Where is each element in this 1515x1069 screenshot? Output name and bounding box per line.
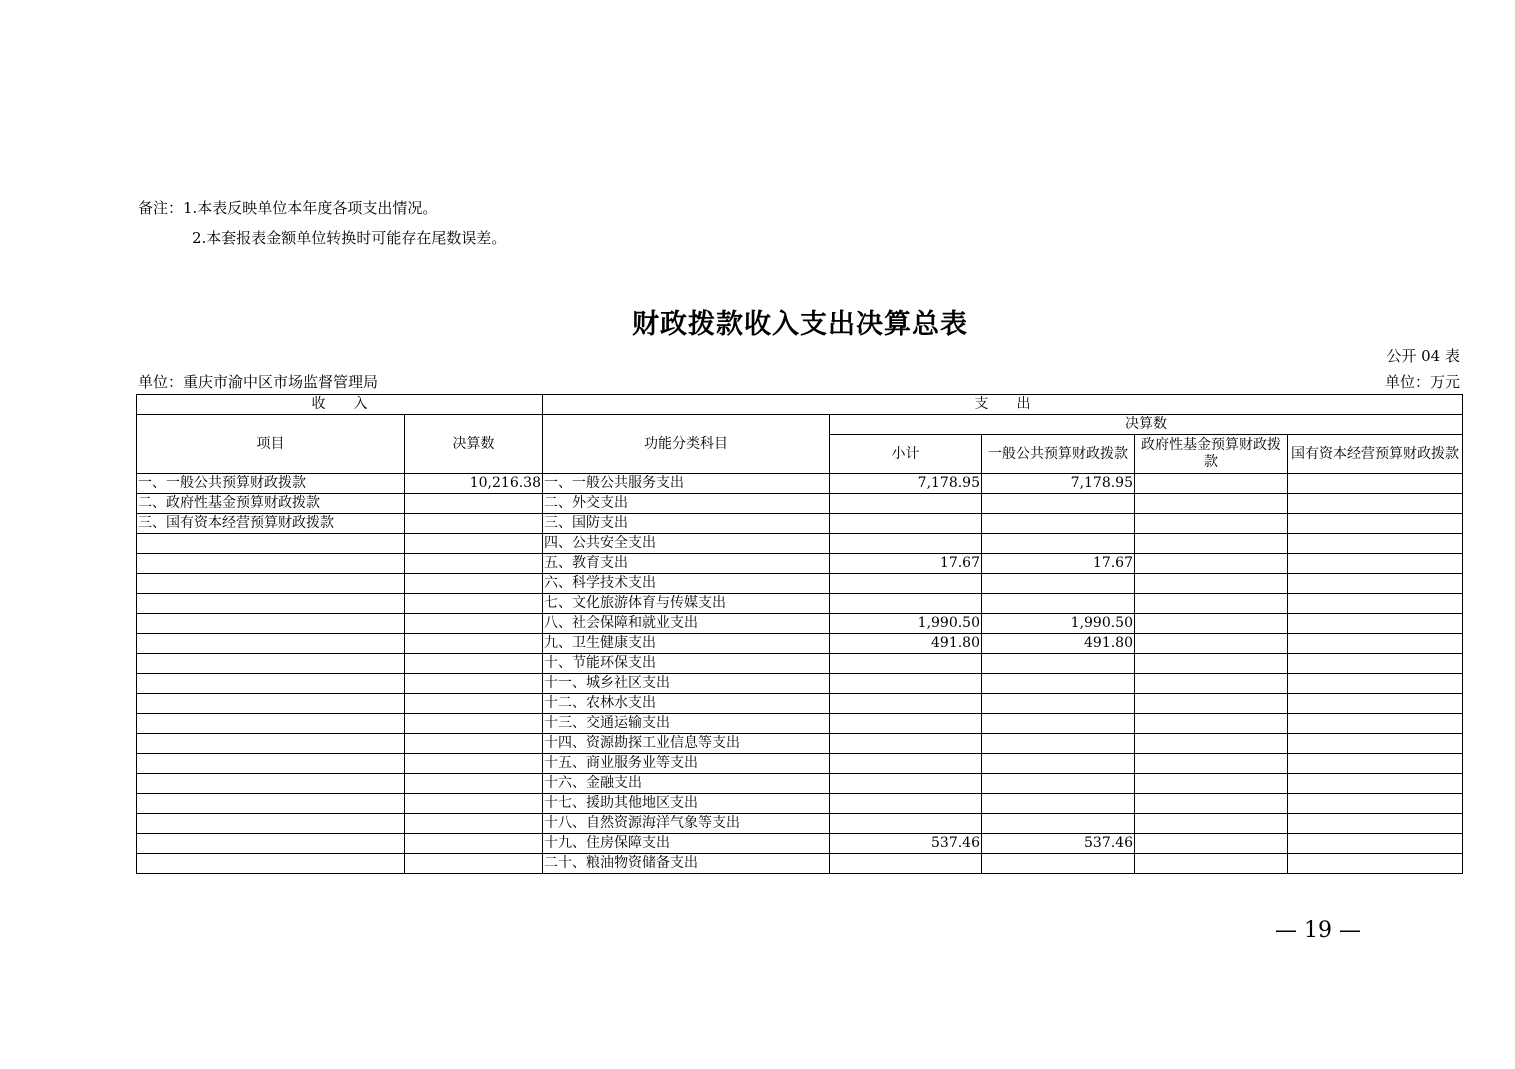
item-cell (137, 634, 405, 654)
state-cell (1288, 534, 1463, 554)
item-cell (137, 794, 405, 814)
table-row (137, 674, 1463, 694)
general-cell (982, 594, 1135, 614)
item-cell (137, 714, 405, 734)
fund-cell (1135, 594, 1288, 614)
state-cell (1288, 474, 1463, 494)
note-line-1: 备注：1.本表反映单位本年度各项支出情况。 (138, 199, 438, 217)
subtotal-cell: 1,990.50 (830, 614, 982, 634)
table-row (137, 814, 1463, 834)
table-row (137, 474, 1463, 494)
fund-cell (1135, 774, 1288, 794)
state-cell (1288, 614, 1463, 634)
fund-cell (1135, 574, 1288, 594)
amount-cell (405, 554, 543, 574)
item-cell: 一、一般公共预算财政拨款 (137, 474, 405, 494)
col-amount-header: 决算数 (405, 415, 543, 474)
state-cell (1288, 734, 1463, 754)
header-row-2 (137, 415, 1463, 435)
item-cell (137, 774, 405, 794)
fund-cell (1135, 654, 1288, 674)
func-cell: 八、社会保障和就业支出 (543, 614, 830, 634)
func-cell: 七、文化旅游体育与传媒支出 (543, 594, 830, 614)
col-state-header: 国有资本经营预算财政拨款 (1288, 435, 1463, 474)
subtotal-cell (830, 774, 982, 794)
fund-cell (1135, 494, 1288, 514)
func-cell: 十八、自然资源海洋气象等支出 (543, 814, 830, 834)
state-cell (1288, 674, 1463, 694)
amount-cell (405, 854, 543, 874)
general-cell: 7,178.95 (982, 474, 1135, 494)
amount-cell (405, 514, 543, 534)
amount-cell (405, 634, 543, 654)
func-cell: 十四、资源勘探工业信息等支出 (543, 734, 830, 754)
state-cell (1288, 834, 1463, 854)
expense-header: 支 出 (543, 395, 1463, 415)
amount-cell (405, 734, 543, 754)
func-cell: 一、一般公共服务支出 (543, 474, 830, 494)
table-row (137, 774, 1463, 794)
state-cell (1288, 714, 1463, 734)
amount-cell (405, 774, 543, 794)
subtotal-cell: 491.80 (830, 634, 982, 654)
unit-currency: 单位：万元 (1384, 373, 1460, 391)
item-cell: 二、政府性基金预算财政拨款 (137, 494, 405, 514)
subtotal-cell (830, 674, 982, 694)
subtotal-cell (830, 694, 982, 714)
col-general-header: 一般公共预算财政拨款 (982, 435, 1135, 474)
general-cell (982, 774, 1135, 794)
state-cell (1288, 494, 1463, 514)
table-row (137, 714, 1463, 734)
subtotal-cell: 17.67 (830, 554, 982, 574)
item-cell (137, 614, 405, 634)
state-cell (1288, 654, 1463, 674)
fund-cell (1135, 474, 1288, 494)
general-cell: 537.46 (982, 834, 1135, 854)
fund-cell (1135, 814, 1288, 834)
table-row (137, 494, 1463, 514)
item-cell (137, 854, 405, 874)
subtotal-cell (830, 854, 982, 874)
col-item-header: 项目 (137, 415, 405, 474)
fund-cell (1135, 514, 1288, 534)
fund-cell (1135, 554, 1288, 574)
subtotal-cell: 7,178.95 (830, 474, 982, 494)
general-cell (982, 494, 1135, 514)
func-cell: 二十、粮油物资储备支出 (543, 854, 830, 874)
item-cell (137, 834, 405, 854)
item-cell (137, 654, 405, 674)
general-cell (982, 574, 1135, 594)
table-row (137, 834, 1463, 854)
income-header: 收 入 (137, 395, 543, 415)
subtotal-cell (830, 514, 982, 534)
unit-organization: 单位：重庆市渝中区市场监督管理局 (138, 373, 379, 391)
col-fund-header: 政府性基金预算财政拨款 (1135, 435, 1288, 474)
general-cell (982, 854, 1135, 874)
state-cell (1288, 514, 1463, 534)
table-row (137, 534, 1463, 554)
fund-cell (1135, 734, 1288, 754)
func-cell: 六、科学技术支出 (543, 574, 830, 594)
state-cell (1288, 854, 1463, 874)
func-cell: 二、外交支出 (543, 494, 830, 514)
state-cell (1288, 694, 1463, 714)
amount-cell (405, 834, 543, 854)
general-cell (982, 694, 1135, 714)
table-row (137, 634, 1463, 654)
amount-cell (405, 794, 543, 814)
state-cell (1288, 574, 1463, 594)
item-cell (137, 554, 405, 574)
general-cell: 17.67 (982, 554, 1135, 574)
table-row (137, 694, 1463, 714)
item-cell (137, 594, 405, 614)
state-cell (1288, 754, 1463, 774)
item-cell (137, 754, 405, 774)
col-subtotal-header: 小计 (830, 435, 982, 474)
fund-cell (1135, 674, 1288, 694)
func-cell: 十七、援助其他地区支出 (543, 794, 830, 814)
amount-cell (405, 494, 543, 514)
table-row (137, 514, 1463, 534)
general-cell: 1,990.50 (982, 614, 1135, 634)
table-row (137, 854, 1463, 874)
state-cell (1288, 634, 1463, 654)
amount-cell (405, 534, 543, 554)
fund-cell (1135, 754, 1288, 774)
func-cell: 九、卫生健康支出 (543, 634, 830, 654)
item-cell: 三、国有资本经营预算财政拨款 (137, 514, 405, 534)
subtotal-cell (830, 794, 982, 814)
fund-cell (1135, 794, 1288, 814)
amount-cell (405, 594, 543, 614)
general-cell (982, 794, 1135, 814)
item-cell (137, 694, 405, 714)
fund-cell (1135, 834, 1288, 854)
item-cell (137, 534, 405, 554)
amount-cell (405, 694, 543, 714)
func-cell: 十、节能环保支出 (543, 654, 830, 674)
general-cell (982, 734, 1135, 754)
general-cell (982, 754, 1135, 774)
table-row (137, 574, 1463, 594)
subtotal-cell (830, 494, 982, 514)
func-cell: 四、公共安全支出 (543, 534, 830, 554)
func-cell: 十六、金融支出 (543, 774, 830, 794)
amount-cell (405, 714, 543, 734)
func-cell: 三、国防支出 (543, 514, 830, 534)
table-row (137, 554, 1463, 574)
notes (138, 193, 506, 253)
note-line-2: 2.本套报表金额单位转换时可能存在尾数误差。 (192, 229, 507, 247)
subtotal-cell: 537.46 (830, 834, 982, 854)
amount-cell (405, 614, 543, 634)
fund-cell (1135, 714, 1288, 734)
fund-cell (1135, 614, 1288, 634)
amount-cell: 10,216.38 (405, 474, 543, 494)
state-cell (1288, 774, 1463, 794)
table-row (137, 754, 1463, 774)
subtotal-cell (830, 594, 982, 614)
table-row (137, 794, 1463, 814)
amount-cell (405, 574, 543, 594)
subtotal-cell (830, 654, 982, 674)
form-number: 公开 04 表 (1386, 347, 1460, 365)
general-cell (982, 674, 1135, 694)
general-cell (982, 534, 1135, 554)
header-row-1 (137, 395, 1463, 415)
fund-cell (1135, 534, 1288, 554)
general-cell (982, 714, 1135, 734)
fund-cell (1135, 694, 1288, 714)
table-row (137, 594, 1463, 614)
item-cell (137, 734, 405, 754)
func-cell: 十九、住房保障支出 (543, 834, 830, 854)
subtotal-cell (830, 574, 982, 594)
subtotal-cell (830, 714, 982, 734)
state-cell (1288, 814, 1463, 834)
subtotal-cell (830, 534, 982, 554)
item-cell (137, 574, 405, 594)
amount-cell (405, 674, 543, 694)
general-cell (982, 654, 1135, 674)
state-cell (1288, 794, 1463, 814)
amount-cell (405, 654, 543, 674)
col-func-header: 功能分类科目 (543, 415, 830, 474)
page-number: — 19 — (1275, 918, 1361, 943)
func-cell: 十五、商业服务业等支出 (543, 754, 830, 774)
func-cell: 十三、交通运输支出 (543, 714, 830, 734)
state-cell (1288, 594, 1463, 614)
amount-cell (405, 754, 543, 774)
func-cell: 五、教育支出 (543, 554, 830, 574)
table-row (137, 654, 1463, 674)
settlement-table (136, 394, 1463, 874)
fund-cell (1135, 634, 1288, 654)
amount-cell (405, 814, 543, 834)
func-cell: 十一、城乡社区支出 (543, 674, 830, 694)
item-cell (137, 814, 405, 834)
general-cell (982, 514, 1135, 534)
general-cell (982, 814, 1135, 834)
page-title: 财政拨款收入支出决算总表 (632, 309, 968, 340)
subtotal-cell (830, 814, 982, 834)
func-cell: 十二、农林水支出 (543, 694, 830, 714)
table-row (137, 734, 1463, 754)
item-cell (137, 674, 405, 694)
subtotal-cell (830, 734, 982, 754)
table-row (137, 614, 1463, 634)
state-cell (1288, 554, 1463, 574)
subtotal-cell (830, 754, 982, 774)
general-cell: 491.80 (982, 634, 1135, 654)
fund-cell (1135, 854, 1288, 874)
col-final-header: 决算数 (830, 415, 1463, 435)
